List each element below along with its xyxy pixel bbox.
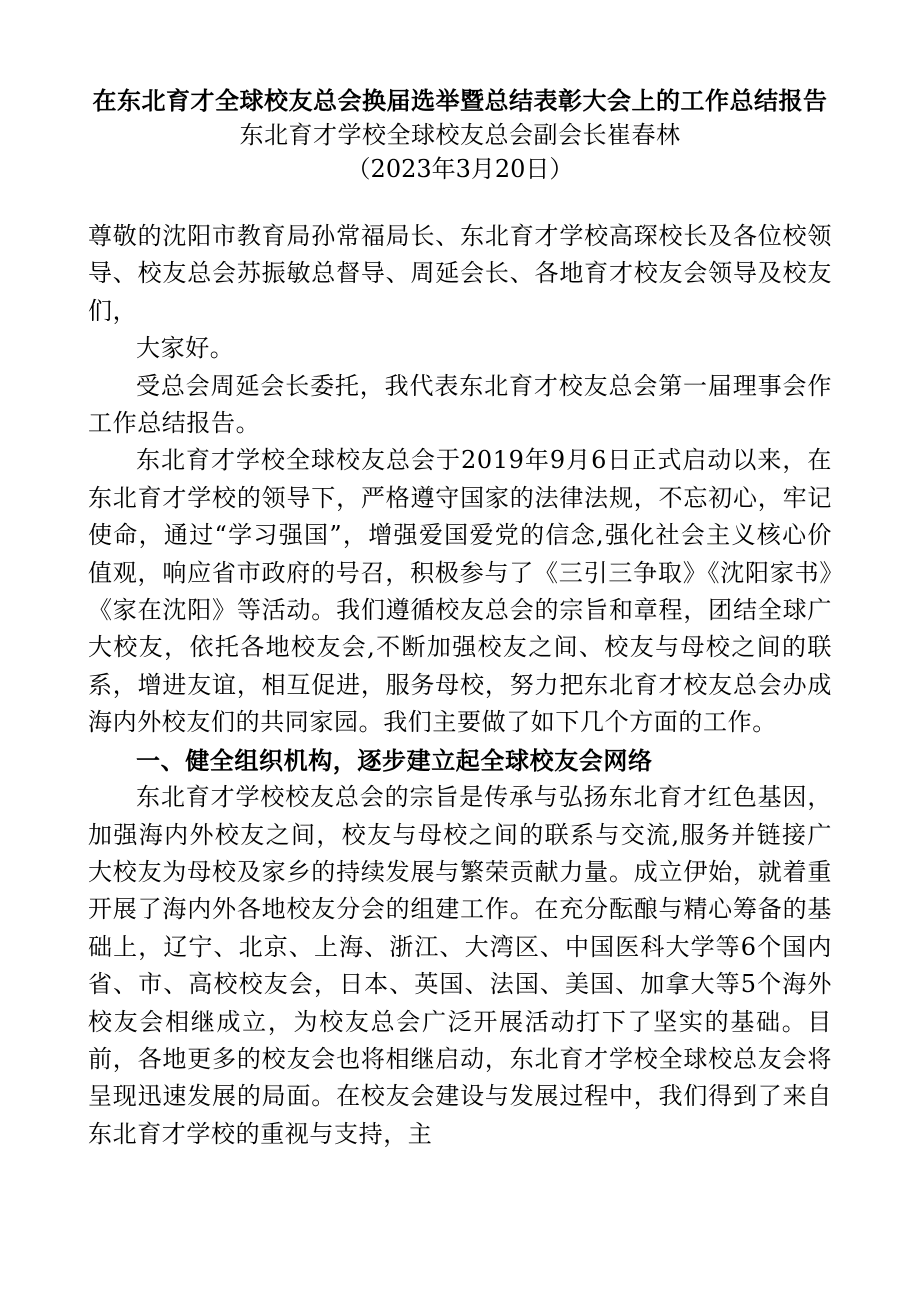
document-date: （2023年3月20日） bbox=[346, 155, 574, 183]
intro-paragraph: 受总会周延会长委托，我代表东北育才校友总会第一届理事会作工作总结报告。 bbox=[88, 371, 832, 438]
overview-paragraph: 东北育才学校全球校友总会于2019年9月6日正式启动以来，在东北育才学校的领导下，严格遵守国家的法律法规，不忘初心，牢记使命，通过“学习强国”，增强爱国爱党的信念,强化社会主义核心价值观，响应省市政府的号召，积极参与了《三引三争取》《沈阳家书》《家在沈阳》等活动。我们遵循校友总会的宗旨和章程，团结全球广大校友，依托各地校友会,不断加强校友之间、校友与母校之间的联系，增进友谊，相互促进，服务母校，努力把东北育才校友总会办成海内外校友们的共同家园。我们主要做了如下几个方面的工作。 bbox=[88, 446, 832, 737]
document-title: 在东北育才全球校友总会换届选举暨总结表彰大会上的工作总结报告 bbox=[92, 86, 828, 115]
section-paragraph: 东北育才学校校友总会的宗旨是传承与弘扬东北育才红色基因，加强海内外校友之间，校友与母校之间的联系与交流,服务并链接广大校友为母校及家乡的持续发展与繁荣贡献力量。成立伊始，就着重开展了海内外各地校友分会的组建工作。在充分酝酿与精心筹备的基础上，辽宁、北京、上海、浙江、大湾区、中国医科大学等6个国内省、市、高校校友会，日本、英国、法国、美国、加拿大等5个海外校友会相继成立，为校友总会广泛开展活动打下了坚实的基础。目前，各地更多的校友会也将相继启动，东北育才学校全球校总友会将呈现迅速发展的局面。在校友会建设与发展过程中，我们得到了来自东北育才学校的重视与支持，主 bbox=[88, 783, 832, 1148]
document-page bbox=[88, 84, 832, 1153]
section-heading: 一、健全组织机构，逐步建立起全球校友会网络 bbox=[136, 745, 653, 775]
salutation-paragraph: 尊敬的沈阳市教育局孙常福局长、东北育才学校高琛校长及各位校领导、校友总会苏振敏总督导、周延会长、各地育才校友会领导及校友们， bbox=[88, 222, 832, 325]
greeting-paragraph: 大家好。 bbox=[136, 334, 235, 363]
document-body bbox=[88, 218, 832, 1153]
document-byline: 东北育才学校全球校友总会副会长崔春林 bbox=[239, 121, 681, 149]
